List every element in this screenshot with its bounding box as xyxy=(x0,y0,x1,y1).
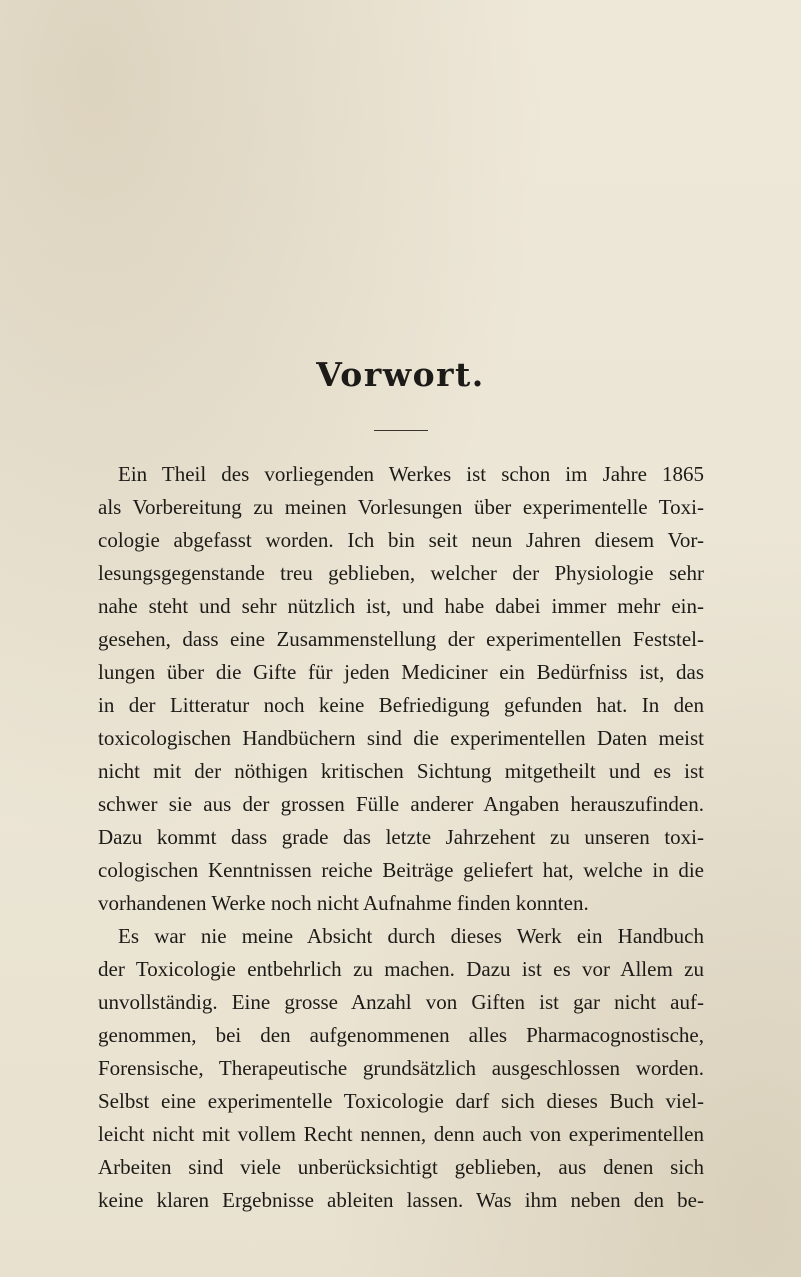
text-line: vorhandenen Werke noch nicht Aufnahme finden konnten. xyxy=(98,891,589,915)
text-line: genommen, bei den aufgenommenen alles Pharmacognostische, xyxy=(98,1023,704,1047)
preface-text xyxy=(98,458,704,1217)
text-line: Dazu kommt dass grade das letzte Jahrzehent zu unseren toxi- xyxy=(98,825,704,849)
text-line: gesehen, dass eine Zusammenstellung der experimentellen Feststel- xyxy=(98,627,704,651)
title-divider xyxy=(374,430,428,431)
text-line: nicht mit der nöthigen kritischen Sichtung mitgetheilt und es ist xyxy=(98,759,704,783)
text-line: in der Litteratur noch keine Befriedigung gefunden hat. In den xyxy=(98,693,704,717)
text-line: der Toxicologie entbehrlich zu machen. Dazu ist es vor Allem zu xyxy=(98,957,704,981)
text-line: als Vorbereitung zu meinen Vorlesungen über experimentelle Toxi- xyxy=(98,495,704,519)
text-line: Ein Theil des vorliegenden Werkes ist schon im Jahre 1865 xyxy=(118,462,704,486)
text-line: cologie abgefasst worden. Ich bin seit neun Jahren diesem Vor- xyxy=(98,528,704,552)
text-line: Arbeiten sind viele unberücksichtigt geblieben, aus denen sich xyxy=(98,1155,704,1179)
text-line: schwer sie aus der grossen Fülle anderer Angaben herauszufinden. xyxy=(98,792,704,816)
text-line: Es war nie meine Absicht durch dieses Werk ein Handbuch xyxy=(118,924,704,948)
text-line: unvollständig. Eine grosse Anzahl von Giften ist gar nicht auf- xyxy=(98,990,704,1014)
text-line: lesungsgegenstande treu geblieben, welcher der Physiologie sehr xyxy=(98,561,704,585)
page-title: Vorwort. xyxy=(316,355,485,394)
text-line: toxicologischen Handbüchern sind die experimentellen Daten meist xyxy=(98,726,704,750)
text-line: cologischen Kenntnissen reiche Beiträge geliefert hat, welche in die xyxy=(98,858,704,882)
text-line: keine klaren Ergebnisse ableiten lassen. Was ihm neben den be- xyxy=(98,1188,704,1212)
text-line: nahe steht und sehr nützlich ist, und habe dabei immer mehr ein- xyxy=(98,594,704,618)
text-line: lungen über die Gifte für jeden Mediciner ein Bedürfniss ist, das xyxy=(98,660,704,684)
text-line: Forensische, Therapeutische grundsätzlich ausgeschlossen worden. xyxy=(98,1056,704,1080)
text-line: leicht nicht mit vollem Recht nennen, denn auch von experimentellen xyxy=(98,1122,704,1146)
text-line: Selbst eine experimentelle Toxicologie darf sich dieses Buch viel- xyxy=(98,1089,704,1113)
